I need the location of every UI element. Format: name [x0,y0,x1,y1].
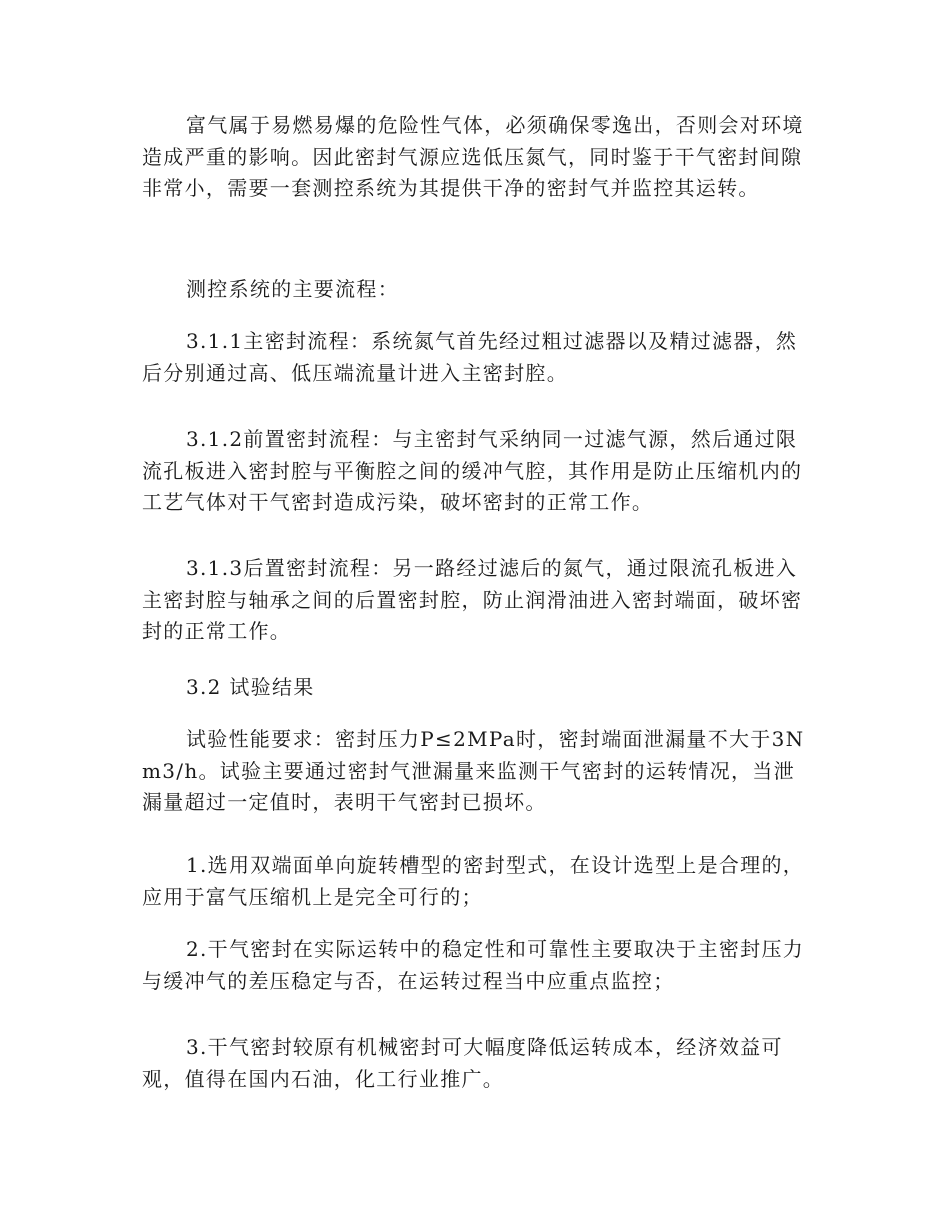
paragraph-front-seal-flow: 3.1.2前置密封流程：与主密封气采纳同一过滤气源，然后通过限流孔板进入密封腔与平衡腔之间的缓冲气腔，其作用是防止压缩机内的工艺气体对干气密封造成污染，破坏密封的正常工作。 [142,427,803,514]
section-heading-test-results: 3.2 试验结果 [186,675,315,699]
paragraph-intro: 富气属于易燃易爆的危险性气体，必须确保零逸出，否则会对环境造成严重的影响。因此密封气源应选低压氮气，同时鉴于干气密封间隙非常小，需要一套测控系统为其提供干净的密封气并监控其运转。 [142,113,804,200]
conclusion-item-1: 1.选用双端面单向旋转槽型的密封型式，在设计选型上是合理的，应用于富气压缩机上是完全可行的； [142,853,805,909]
paragraph-rear-seal-flow: 3.1.3后置密封流程：另一路经过滤后的氮气，通过限流孔板进入主密封腔与轴承之间的后置密封腔，防止润滑油进入密封端面，破坏密封的正常工作。 [142,556,803,643]
paragraph-main-seal-flow: 3.1.1主密封流程：系统氮气首先经过粗过滤器以及精过滤器，然后分别通过高、低压端流量计进入主密封腔。 [142,329,798,385]
paragraph-test-requirements: 试验性能要求：密封压力P≤2MPa时，密封端面泄漏量不大于3Nm3/h。试验主要通过密封气泄漏量来监测干气密封的运转情况，当泄漏量超过一定值时，表明干气密封已损坏。 [142,727,805,814]
conclusion-item-3: 3.干气密封较原有机械密封可大幅度降低运转成本，经济效益可观，值得在国内石油，化工行业推广。 [142,1035,783,1091]
paragraph-process-heading: 测控系统的主要流程： [186,277,399,301]
conclusion-item-2: 2.干气密封在实际运转中的稳定性和可靠性主要取决于主密封压力与缓冲气的差压稳定与否，在运转过程当中应重点监控； [142,937,805,993]
